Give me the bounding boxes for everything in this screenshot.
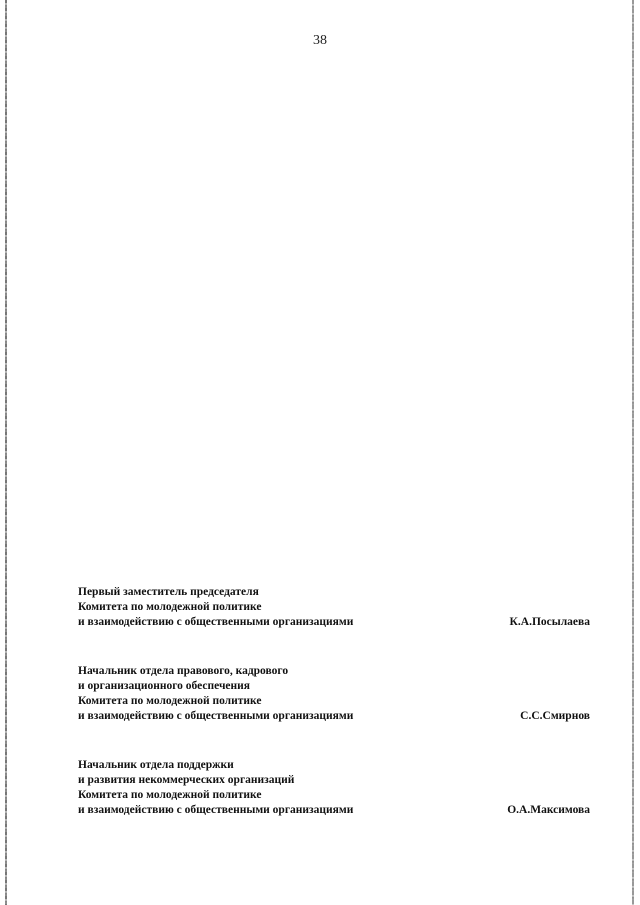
position-line: Комитета по молодежной политике [78, 789, 262, 801]
position-line: Первый заместитель председателя [78, 586, 259, 598]
position-signature-row [78, 615, 590, 630]
position-line: Начальник отдела правового, кадрового [78, 665, 289, 677]
page-number: 38 [313, 33, 327, 48]
scan-edge-right [632, 0, 634, 905]
signatory-name: С.С.Смирнов [520, 710, 590, 722]
position-signature-row [78, 709, 590, 724]
position-line: Комитета по молодежной политике [78, 695, 262, 707]
position-signature-row [78, 803, 590, 818]
signature-block-3 [78, 758, 590, 818]
position-line: Комитета по молодежной политике [78, 601, 262, 613]
position-line: Начальник отдела поддержки [78, 759, 234, 771]
signature-block-1 [78, 585, 590, 630]
signatory-name: О.А.Максимова [507, 804, 590, 816]
position-line: и взаимодействию с общественными организациями [78, 710, 354, 722]
position-line: и взаимодействию с общественными организациями [78, 804, 354, 816]
signatory-name: К.А.Посылаева [509, 616, 590, 628]
signature-block-2 [78, 664, 590, 724]
scan-edge-left [5, 0, 7, 905]
position-line: и взаимодействию с общественными организациями [78, 616, 354, 628]
position-line: и развития некоммерческих организаций [78, 774, 295, 786]
position-line: и организационного обеспечения [78, 680, 251, 692]
